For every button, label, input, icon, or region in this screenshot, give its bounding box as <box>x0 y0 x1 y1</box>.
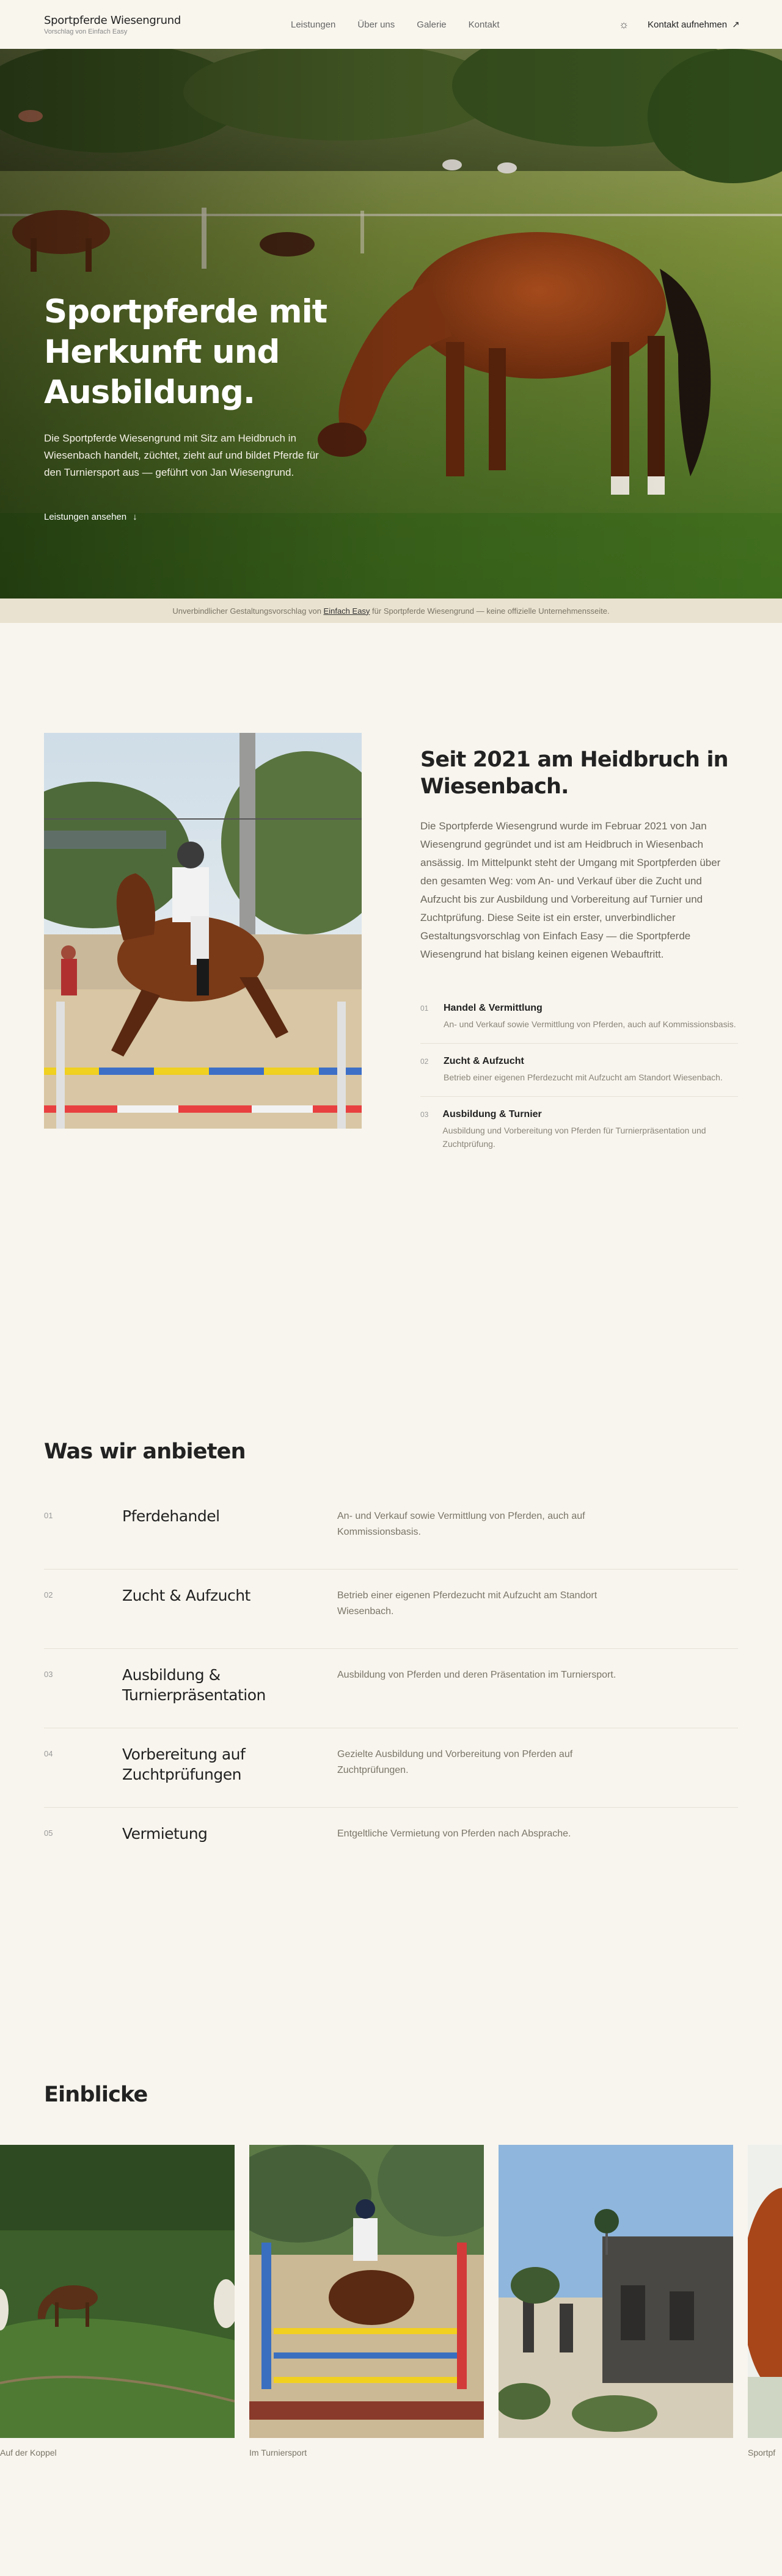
service-description: Entgeltliche Vermietung von Pferden nach Absprache. <box>337 1828 571 1839</box>
nav-kontakt[interactable]: Kontakt <box>468 19 500 30</box>
service-title: Pferdehandel <box>122 1507 220 1525</box>
gallery-caption: Auf der Koppel <box>0 2448 57 2458</box>
feature-number: 03 <box>420 1110 429 1119</box>
nav-galerie[interactable]: Galerie <box>417 19 447 30</box>
feature-number: 02 <box>420 1057 429 1066</box>
service-number: 02 <box>44 1590 53 1599</box>
gallery-tile[interactable] <box>249 2145 484 2458</box>
feature-item <box>420 1044 738 1097</box>
theme-toggle-button[interactable] <box>615 15 633 34</box>
gallery-caption: Sportpf <box>748 2448 776 2458</box>
contact-button-label: Kontakt aufnehmen <box>648 19 728 30</box>
service-title: Vorbereitung auf Zuchtprüfungen <box>122 1745 246 1783</box>
feature-title: Zucht & Aufzucht <box>444 1056 524 1066</box>
service-row <box>44 1570 738 1649</box>
service-description: An- und Verkauf sowie Vermittlung von Pferden, auch auf Kommissionsbasis. <box>337 1511 585 1537</box>
hero-section <box>0 49 782 599</box>
disclaimer-bar <box>0 599 782 623</box>
feature-title: Ausbildung & Turnier <box>442 1109 542 1119</box>
service-description: Betrieb einer eigenen Pferdezucht mit Aufzucht am Standort Wiesenbach. <box>337 1590 597 1617</box>
service-description: Ausbildung von Pferden und deren Präsentation im Turniersport. <box>337 1670 616 1680</box>
horse-portrait-photo <box>748 2145 782 2438</box>
nav-leistungen[interactable]: Leistungen <box>291 19 336 30</box>
about-image <box>44 733 362 1129</box>
tournament-photo <box>249 2145 484 2438</box>
services-link-label: Leistungen ansehen <box>44 512 127 522</box>
contact-button[interactable] <box>648 19 740 30</box>
gallery-tile[interactable] <box>748 2145 782 2458</box>
arrow-down-icon: ↓ <box>133 512 137 522</box>
feature-description: An- und Verkauf sowie Vermittlung von Pferden, auch auf Kommissionsbasis. <box>444 1019 736 1029</box>
about-title <box>420 746 738 800</box>
about-title-line: Seit 2021 am Heidbruch in <box>420 748 728 772</box>
hero-description: Die Sportpferde Wiesengrund mit Sitz am Heidbruch in Wiesenbach handelt, züchtet, zieht auf und bildet Pferde für den Turniersport aus — geführt von Jan Wiesengrund. <box>44 432 319 478</box>
disclaimer-text-after: für Sportpferde Wiesengrund — keine offizielle Unternehmensseite. <box>372 606 610 616</box>
service-row <box>44 1808 738 1887</box>
hero-title-line: Ausbildung. <box>44 374 255 411</box>
about-text: Die Sportpferde Wiesengrund wurde im Februar 2021 von Jan Wiesengrund gegründet und ist am Heidbruch in Wiesenbach ansässig. Im Mittelpunkt steht der Umgang mit Sportpferden über den gesamten Weg: vom An- und Verkauf über die Zucht und Aufzucht bis zur Ausbildung und Vorbereitung auf Turnier und Zuchtprüfung. Diese Seite ist ein erster, unverbindlicher Gestaltungsvorschlag von Einfach Easy — die Sportpferde Wiesengrund hat bislang keinen eigenen Webauftritt. <box>420 820 721 960</box>
service-row <box>44 1728 738 1808</box>
feature-list <box>420 991 738 1163</box>
about-title-line: Wiesenbach. <box>420 774 569 799</box>
gallery-tile[interactable] <box>499 2145 733 2448</box>
service-number: 01 <box>44 1511 53 1520</box>
services-list <box>44 1490 738 1887</box>
main-nav <box>291 20 500 30</box>
service-description: Gezielte Ausbildung und Vorbereitung von Pferden auf Zuchtprüfungen. <box>337 1749 573 1775</box>
gallery-caption: Im Turniersport <box>249 2448 307 2458</box>
feature-description: Ausbildung und Vorbereitung von Pferden für Turnierpräsentation und Zuchtprüfung. <box>442 1126 706 1149</box>
feature-title: Handel & Vermittlung <box>444 1003 543 1013</box>
feature-description: Betrieb einer eigenen Pferdezucht mit Aufzucht am Standort Wiesenbach. <box>444 1072 723 1082</box>
service-title: Zucht & Aufzucht <box>122 1587 250 1604</box>
brand-subtitle: Vorschlag von Einfach Easy <box>44 27 128 35</box>
services-link[interactable] <box>44 512 137 522</box>
service-number: 04 <box>44 1749 53 1758</box>
gallery-title: Einblicke <box>44 2083 148 2107</box>
arrow-up-right-icon: ↗ <box>732 20 740 30</box>
service-number: 03 <box>44 1670 53 1679</box>
disclaimer-text-before: Unverbindlicher Gestaltungsvorschlag von <box>172 606 321 616</box>
nav-ueber-uns[interactable]: Über uns <box>357 19 395 30</box>
einfach-easy-link[interactable]: Einfach Easy <box>323 606 370 616</box>
site-header <box>0 0 782 49</box>
feature-item <box>420 991 738 1044</box>
gallery-strip <box>0 2145 782 2462</box>
hero-title-line: Sportpferde mit <box>44 293 327 330</box>
pasture-photo <box>0 2145 235 2438</box>
service-title: Ausbildung & Turnierpräsentation <box>122 1666 266 1704</box>
hero-content <box>44 292 349 523</box>
hero-title-line: Herkunft und <box>44 333 280 371</box>
feature-item <box>420 1097 738 1163</box>
sun-icon: ☼ <box>618 18 629 31</box>
brand-title: Sportpferde Wiesengrund <box>44 13 181 27</box>
service-number: 05 <box>44 1828 53 1838</box>
brand[interactable] <box>44 14 181 35</box>
hero-title <box>44 292 349 413</box>
about-section <box>420 746 738 1163</box>
service-row <box>44 1649 738 1728</box>
feature-number: 01 <box>420 1004 429 1013</box>
service-row <box>44 1490 738 1570</box>
services-title: Was wir anbieten <box>44 1439 246 1464</box>
show-jumping-photo <box>44 733 362 1129</box>
service-title: Vermietung <box>122 1825 208 1843</box>
ruins-photo <box>499 2145 733 2438</box>
gallery-tile[interactable] <box>0 2145 235 2458</box>
